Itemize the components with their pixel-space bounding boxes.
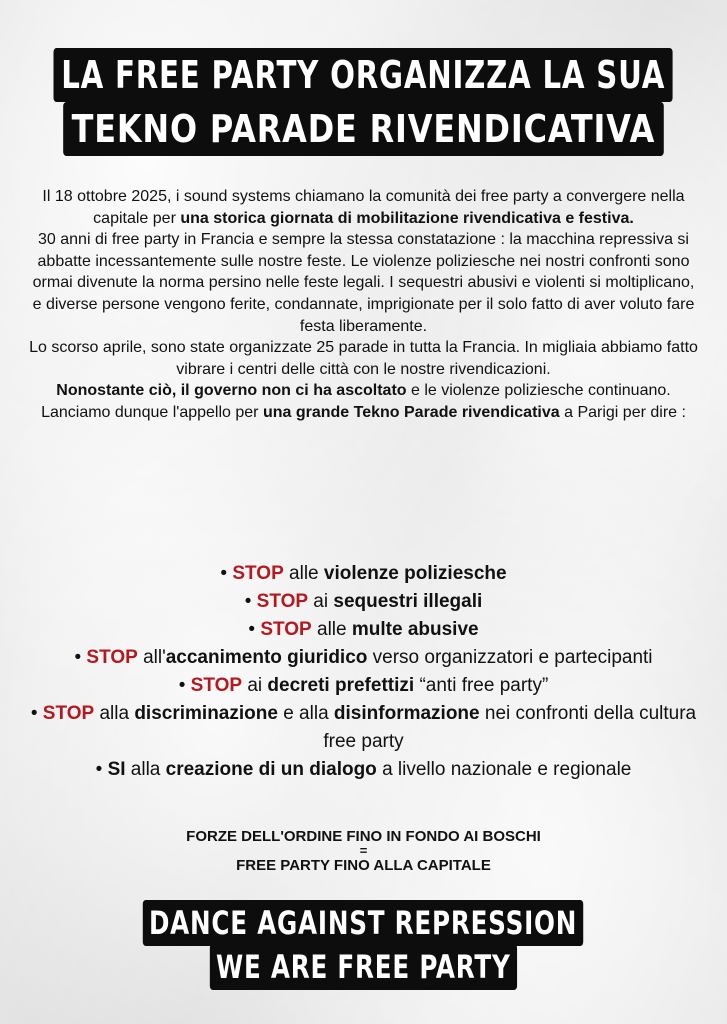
demand-text: e alla bbox=[277, 703, 334, 724]
stop-keyword: STOP bbox=[232, 563, 284, 584]
intro-p4-bold: Nonostante ciò, il governo non ci ha ascoltato bbox=[56, 382, 407, 400]
demand-bold: multe abusive bbox=[351, 619, 479, 640]
demand-text: all' bbox=[137, 647, 166, 668]
demand-text: a livello nazionale e regionale bbox=[376, 759, 632, 780]
intro-p1-text: Il 18 ottobre 2025, i sound systems chiamano la comunità dei free party a convergere nella capitale per bbox=[42, 188, 685, 227]
title-line-1: LA FREE PARTY ORGANIZZA LA SUA bbox=[55, 50, 671, 100]
list-item bbox=[20, 560, 707, 588]
intro-p5-text-c: a Parigi per dire : bbox=[559, 403, 686, 421]
stop-keyword: STOP bbox=[42, 703, 95, 724]
bullet-icon: • bbox=[74, 647, 82, 668]
title-line-1-row bbox=[0, 50, 727, 100]
stop-keyword: STOP bbox=[190, 675, 243, 696]
list-item bbox=[20, 644, 707, 672]
intro-paragraph-1 bbox=[28, 186, 699, 229]
demand-text: “anti free party” bbox=[414, 675, 549, 696]
slogan-line-1: DANCE AGAINST REPRESSION bbox=[145, 902, 582, 944]
list-item bbox=[20, 756, 707, 784]
demand-bold: disinformazione bbox=[333, 703, 480, 724]
bullet-icon: • bbox=[178, 675, 186, 696]
list-item bbox=[20, 616, 707, 644]
list-item bbox=[20, 588, 707, 616]
bullet-icon: • bbox=[244, 591, 252, 612]
slogan-line-2-row bbox=[0, 946, 727, 988]
demand-bold: discriminazione bbox=[134, 703, 278, 724]
list-item bbox=[20, 700, 707, 756]
intro-p5-bold: una grande Tekno Parade rivendicativa bbox=[262, 403, 560, 421]
stop-keyword: STOP bbox=[256, 591, 309, 612]
demand-text: ai bbox=[308, 591, 334, 612]
intro-paragraph-5 bbox=[28, 402, 699, 424]
demand-bold: creazione di un dialogo bbox=[165, 759, 377, 780]
slogan-line-1-row bbox=[0, 902, 727, 944]
intro-text bbox=[28, 186, 699, 424]
intro-p4-text: e le violenze poliziesche continuano. bbox=[406, 382, 671, 400]
demand-bold: violenze poliziesche bbox=[323, 563, 507, 584]
closing-statement bbox=[0, 828, 727, 874]
demand-bold: accanimento giuridico bbox=[165, 647, 368, 668]
demand-text: alle bbox=[283, 563, 324, 584]
bullet-icon: • bbox=[220, 563, 228, 584]
intro-paragraph-4 bbox=[28, 380, 699, 402]
intro-paragraph-3: Lo scorso aprile, sono state organizzate 25 parade in tutta la Francia. In migliaia abbiamo fatto vibrare i centri delle città con le nostre rivendicazioni. bbox=[29, 339, 698, 378]
demands-list bbox=[20, 560, 707, 784]
intro-p1-bold: una storica giornata di mobilitazione rivendicativa e festiva. bbox=[180, 209, 634, 227]
closing-equals: = bbox=[359, 843, 368, 858]
stop-keyword: STOP bbox=[86, 647, 138, 668]
demand-text: alla bbox=[125, 759, 166, 780]
bullet-icon: • bbox=[30, 703, 38, 724]
demand-text: alle bbox=[311, 619, 352, 640]
demand-text: nei confronti della cultura free party bbox=[323, 703, 697, 752]
si-keyword: SI bbox=[107, 759, 126, 780]
closing-line-2: FREE PARTY FINO ALLA CAPITALE bbox=[236, 857, 491, 874]
bullet-icon: • bbox=[248, 619, 256, 640]
demand-bold: sequestri illegali bbox=[333, 591, 483, 612]
demand-text: ai bbox=[242, 675, 268, 696]
intro-paragraph-2: 30 anni di free party in Francia e sempre la stessa constatazione : la macchina repressiva si abbatte incessantemente sulle nostre feste. Le violenze poliziesche nei nostri confronti sono ormai divenute la norma persino nelle feste legali. I sequestri abusivi e violenti si moltiplicano, e diverse persone vengono ferite, condannate, imprigionate per il solo fatto di aver voluto fare festa liberamente. bbox=[32, 231, 695, 335]
slogan-line-2: WE ARE FREE PARTY bbox=[212, 946, 516, 988]
bullet-icon: • bbox=[95, 759, 103, 780]
title-line-2: TEKNO PARADE RIVENDICATIVA bbox=[65, 104, 662, 154]
demand-text: alla bbox=[94, 703, 135, 724]
stop-keyword: STOP bbox=[260, 619, 312, 640]
demand-bold: decreti prefettizi bbox=[267, 675, 415, 696]
closing-line-1: FORZE DELL'ORDINE FINO IN FONDO AI BOSCHI bbox=[186, 828, 541, 845]
demand-text: verso organizzatori e partecipanti bbox=[367, 647, 653, 668]
title-line-2-row bbox=[0, 104, 727, 154]
list-item bbox=[20, 672, 707, 700]
intro-p5-text-a: Lanciamo dunque l'appello per bbox=[41, 403, 263, 421]
